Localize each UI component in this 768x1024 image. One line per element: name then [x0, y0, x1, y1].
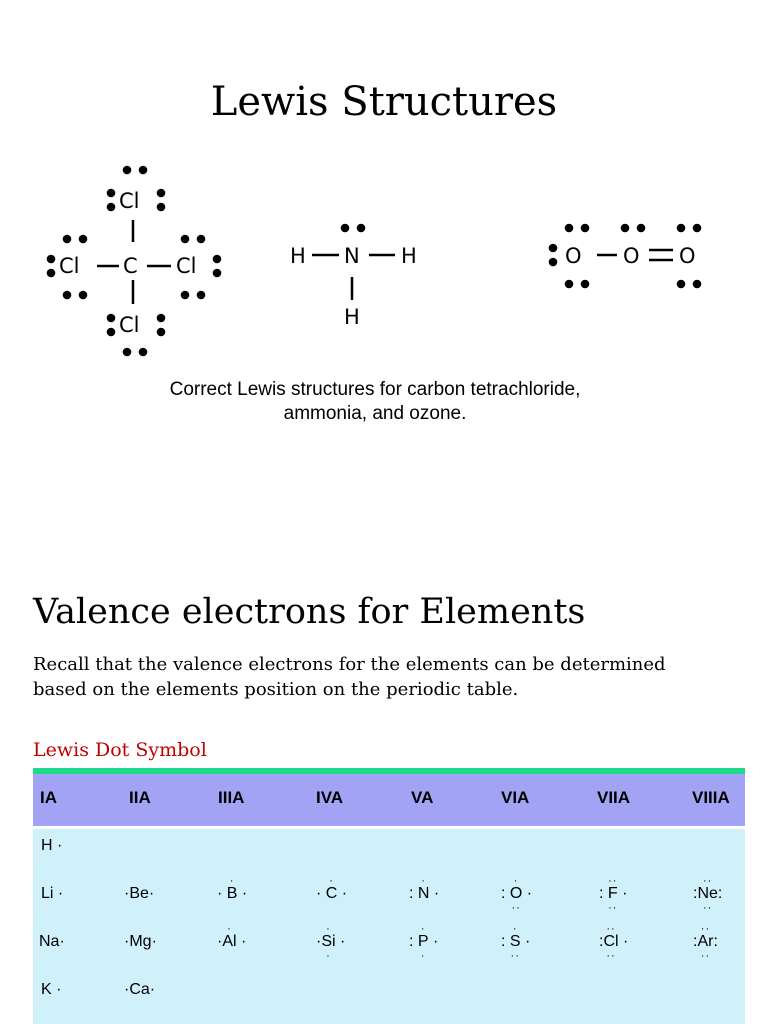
symbol-si: · · Si · ·: [316, 923, 346, 962]
header-viiia: VIIIA: [692, 788, 730, 807]
atom-h-left: H: [290, 244, 306, 268]
symbol-s: : · S ·· ·: [501, 923, 531, 962]
atom-h-bottom: H: [344, 305, 360, 329]
atom-o-right: O: [679, 244, 696, 268]
caption-line-2: ammonia, and ozone.: [283, 403, 467, 424]
header-via: VIA: [501, 788, 530, 807]
atom-cl-bottom: Cl: [119, 313, 140, 337]
symbol-n: : · N ·: [409, 875, 440, 902]
header-ia: IA: [40, 788, 57, 807]
symbol-p: : · P · ·: [409, 923, 439, 962]
table-body: [33, 829, 745, 1024]
symbol-h: H ·: [41, 837, 63, 854]
lone-pair-n: [341, 224, 366, 233]
symbol-be: ·Be·: [124, 885, 155, 902]
symbol-mg: ·Mg·: [124, 933, 157, 950]
table-header-row: [33, 774, 745, 826]
header-va: VA: [411, 788, 434, 807]
header-iia: IIA: [129, 788, 151, 807]
lewis-dot-table: [33, 768, 745, 1024]
intro-line-2: based on the elements position on the periodic table.: [33, 679, 519, 700]
symbol-f: : ·· F ·· ·: [599, 875, 628, 914]
symbol-c: · · C ·: [316, 875, 348, 902]
symbol-al: · · Al ·: [217, 923, 247, 950]
symbol-cl: : ·· Cl ·· ·: [599, 923, 629, 962]
symbol-ne: : ·· Ne ·· :: [693, 875, 723, 914]
slide-title: Lewis Structures: [210, 79, 558, 125]
lewis-structures-figure: [45, 160, 705, 430]
lewis-dot-symbol-heading: Lewis Dot Symbol: [33, 739, 207, 761]
atom-o-left: O: [565, 244, 582, 268]
caption-line-1: Correct Lewis structures for carbon tetrachloride,: [169, 379, 581, 400]
header-iva: IVA: [316, 788, 344, 807]
symbol-o: : · O ·· ·: [501, 875, 533, 914]
section-title: Valence electrons for Elements: [33, 592, 586, 632]
symbol-b: · · B ·: [217, 875, 248, 902]
intro-line-1: Recall that the valence electrons for the elements can be determined: [33, 654, 666, 675]
ammonia-structure: [290, 224, 417, 329]
atom-o-center: O: [623, 244, 640, 268]
atom-n: N: [344, 244, 360, 268]
atom-cl-top: Cl: [119, 189, 140, 213]
symbol-k: K ·: [41, 981, 62, 998]
carbon-tetrachloride-structure: [47, 166, 222, 357]
atom-cl-left: Cl: [59, 254, 80, 278]
symbol-na: Na·: [39, 933, 65, 950]
intro-paragraph: [33, 652, 733, 702]
ozone-structure: [549, 224, 702, 289]
header-viia: VIIA: [597, 788, 631, 807]
atom-cl-right: Cl: [176, 254, 197, 278]
symbol-ca: ·Ca·: [124, 981, 156, 998]
symbol-li: Li ·: [41, 885, 64, 902]
symbol-ar: : ·· Ar ·· :: [693, 923, 718, 962]
figure-caption: [45, 378, 705, 426]
atom-h-right: H: [401, 244, 417, 268]
atom-c-center: C: [123, 254, 138, 278]
header-iiia: IIIA: [218, 788, 245, 807]
